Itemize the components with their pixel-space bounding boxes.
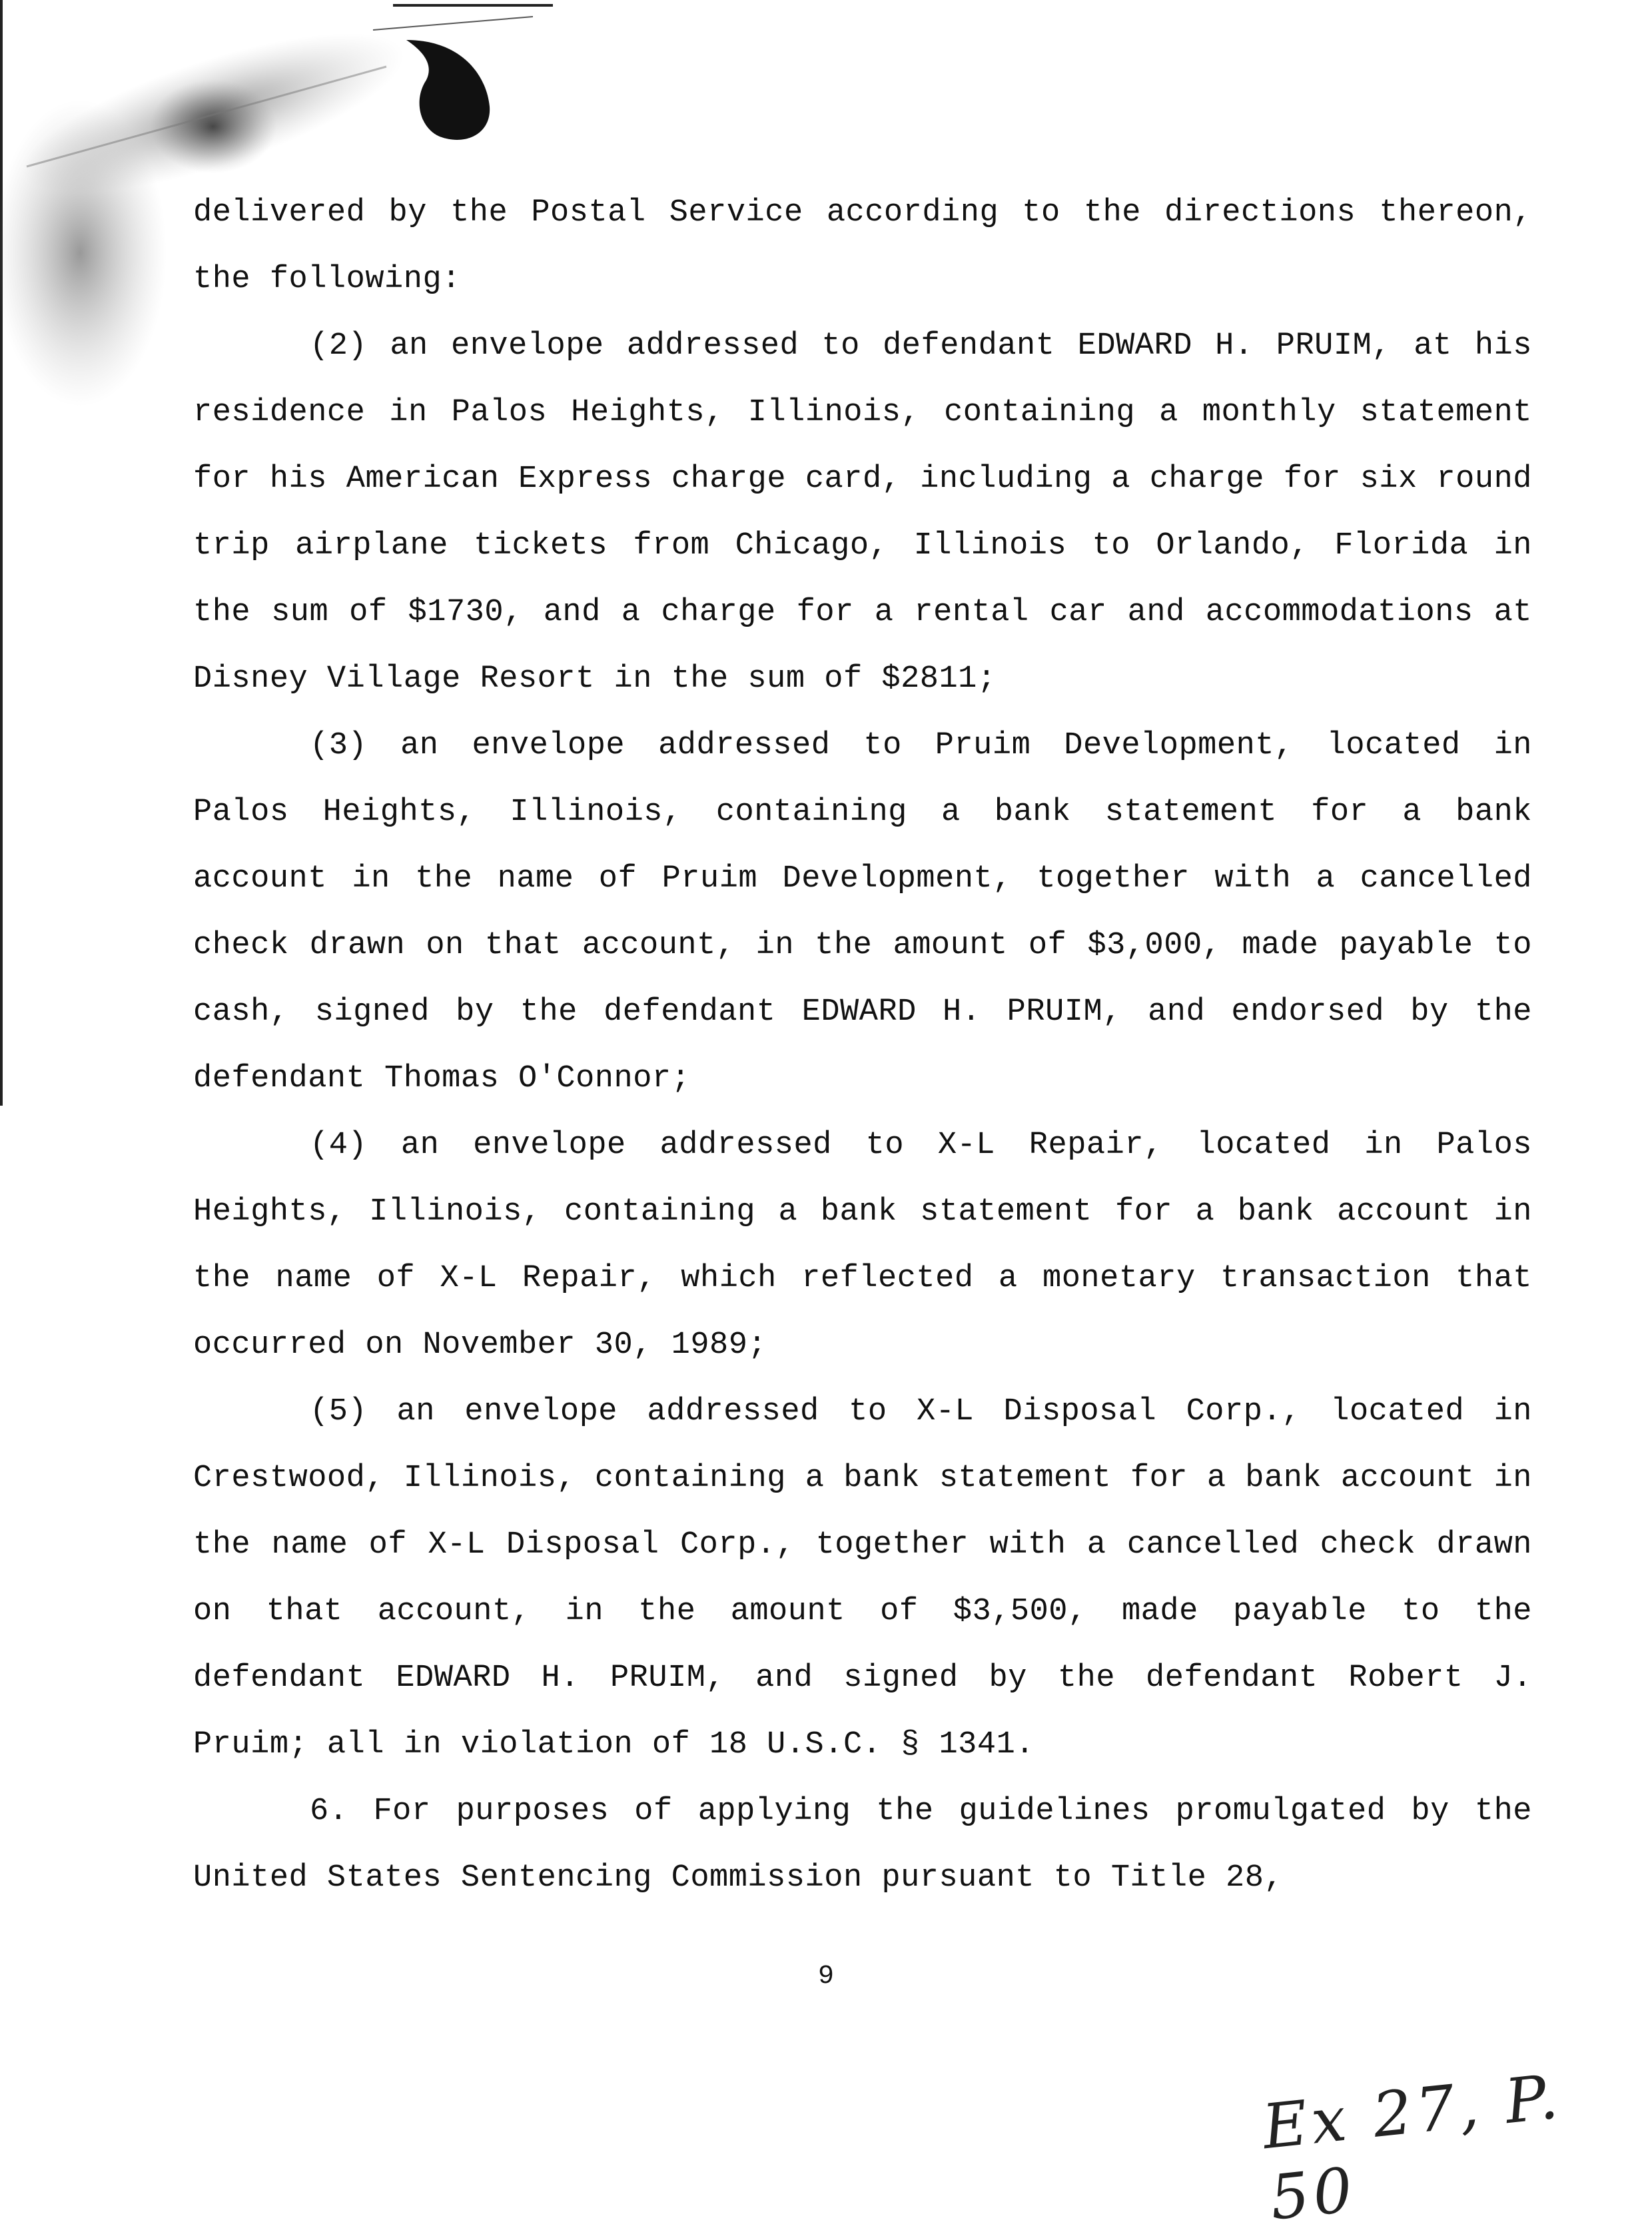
paragraph-item-5: (5) an envelope addressed to X-L Disposal Corp., located in Crestwood, Illinois, containing a bank statement for a bank account in the name of X-L Disposal Corp., together with a cancelled check drawn on that account, in the amount of $3,500, made payable to the defendant EDWARD H. PRUIM, and signed by the defendant Robert J. Pruim; all in violation of 18 U.S.C. § 1341. bbox=[193, 1394, 1532, 1762]
scan-top-rule bbox=[393, 4, 553, 7]
handwritten-exhibit-mark: Ex 27, P. 50 bbox=[1259, 2060, 1565, 2234]
paragraph-item-4: (4) an envelope addressed to X-L Repair, located in Palos Heights, Illinois, containing a bank statement for a bank account in the name of X-L Repair, which reflected a monetary transaction that occurred on November 30, 1989; bbox=[193, 1128, 1532, 1363]
page-number: 9 bbox=[817, 1962, 834, 1992]
paragraph-mailing-intro: delivered by the Postal Service according to the directions thereon, the following: bbox=[193, 195, 1532, 297]
document-body bbox=[193, 180, 1532, 1912]
paragraph-item-3: (3) an envelope addressed to Pruim Development, located in Palos Heights, Illinois, containing a bank statement for a bank account in the name of Pruim Development, together with a cancelled check drawn on that account, in the amount of $3,000, made payable to cash, signed by the defendant EDWARD H. PRUIM, and endorsed by the defendant Thomas O'Connor; bbox=[193, 728, 1532, 1096]
paragraph-section-6: 6. For purposes of applying the guidelines promulgated by the United States Sentencing Commission pursuant to Title 28, bbox=[193, 1794, 1532, 1896]
paragraph-item-2: (2) an envelope addressed to defendant EDWARD H. PRUIM, at his residence in Palos Heights, Illinois, containing a monthly statement for his American Express charge card, including a charge for six round trip airplane tickets from Chicago, Illinois to Orlando, Florida in the sum of $1730, and a charge for a rental car and accommodations at Disney Village Resort in the sum of $2811; bbox=[193, 328, 1532, 697]
